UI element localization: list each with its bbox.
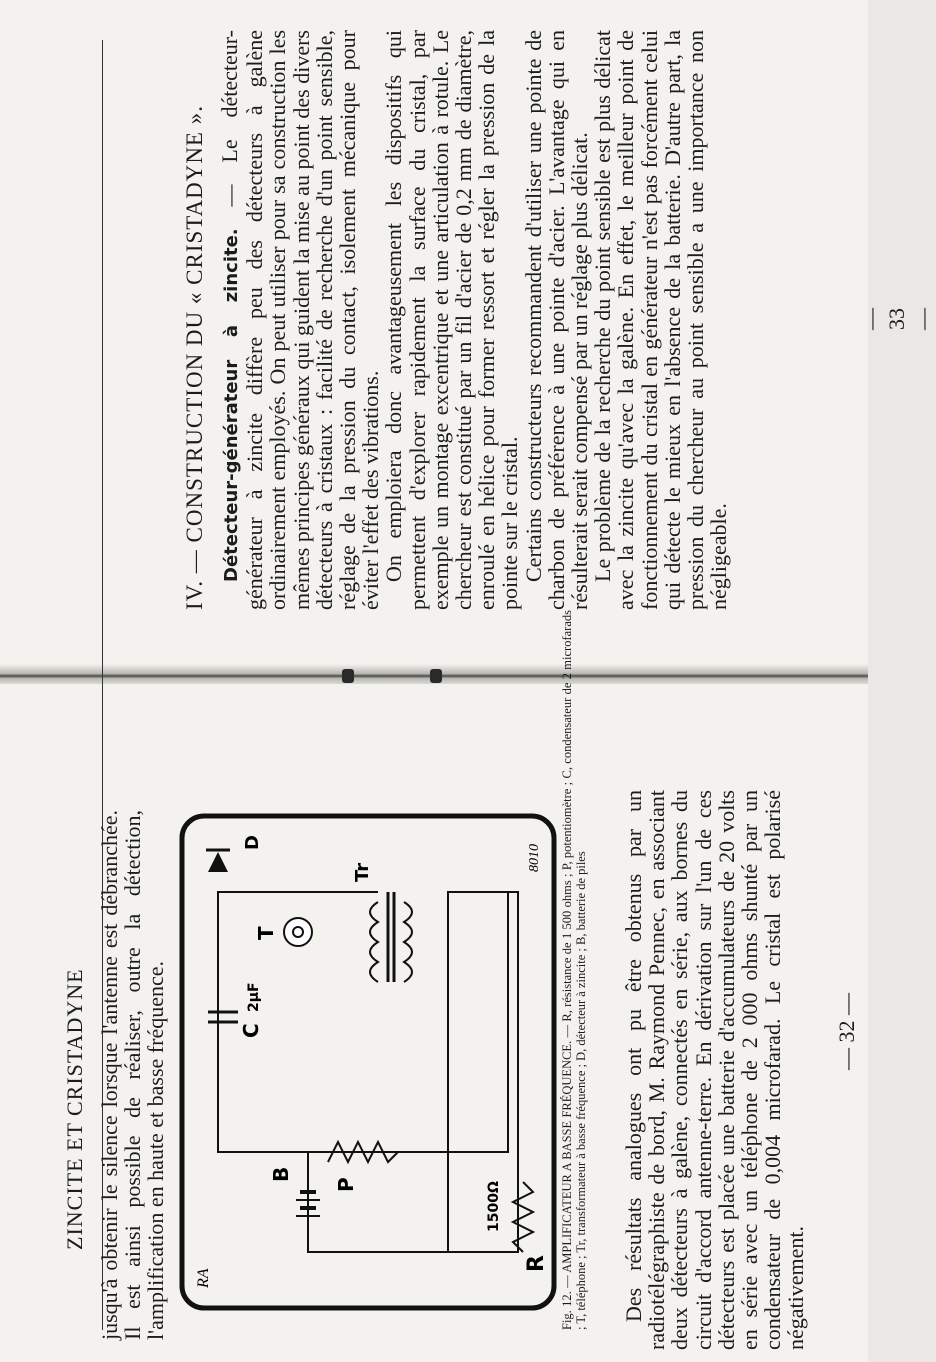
page-number: — 32 —	[834, 993, 859, 1070]
circuit-figure	[178, 812, 558, 1312]
section-lead: Détecteur-générateur à zincite.	[221, 228, 242, 582]
label-signature: RA	[195, 1268, 212, 1288]
page-32-para1-wrap	[98, 810, 168, 1340]
label-cap: 2μF	[246, 982, 262, 1012]
paragraph: On emploiera donc avantageusement les dispositifs qui permettent d'explorer rapidement la surface du cristal, par exemple un montage excentrique et une articulation à rotule. Le chercheur est constitué par un fil d'acier de 0,2 mm de diamètre, enroulé en hélice pour former ressort et régler la pression de la pointe sur le cristal.	[381, 30, 523, 610]
detector-D	[208, 852, 228, 872]
page-number-32-wrap	[834, 990, 864, 1070]
label-Tr: Tr	[352, 862, 373, 882]
label-code: 8010	[527, 844, 542, 872]
paragraph: Certains constructeurs recommandent d'utiliser une pointe de charbon de préférence à une pointe d'acier. L'avantage qui en résulterait serait compensé par un réglage plus délicat.	[520, 30, 593, 610]
label-ohms: 1500Ω	[486, 1181, 502, 1232]
transformer-primary	[370, 902, 378, 982]
paragraph: Des résultats analogues ont pu être obtenus par un radiotélégraphiste de bord, M. Raymond Pennec, en associant deux détecteurs à galène, connectés en série, aux bornes du circuit d'accord antenne-terre. En dérivation sur l'un de ces détecteurs est placée une batterie d'accumulateurs de 20 volts en série avec un téléphone de 2 000 ohms shunté par un condensateur de 0,004 microfarad. Le cristal est polarisé négativement.	[621, 790, 809, 1350]
resistor-R	[513, 1182, 533, 1252]
label-B: B	[269, 1166, 293, 1182]
label-D: D	[242, 835, 263, 850]
label-R: R	[524, 1255, 549, 1272]
figure-caption: Fig. 12. — AMPLIFICATEUR A BASSE FRÉQUENCE. — R, résistance de 1 500 ohms ; P, potentiomètre ; C, condensateur de 2 microfarads ; T, téléphone ; Tr, transformateur à basse fréquence ; D, détecteur à zincite ; B, batterie de piles	[560, 610, 588, 1330]
paragraph: Le problème de la recherche du point sensible est plus délicat avec la zincite qu'avec la galène. En effet, le meilleur point de fonctionnement du cristal en générateur n'est pas forcément celui qui détecte le mieux en l'absence de la batterie. D'autre part, la pression du chercheur au point sensible a une importance non négligeable.	[590, 30, 732, 610]
label-T: T	[254, 926, 278, 940]
chapter-heading: IV. — CONSTRUCTION DU « CRISTADYNE ».	[182, 105, 207, 610]
transformer-secondary	[404, 902, 412, 982]
paragraph-text: — Le détecteur-générateur à zincite diffère peu des détecteurs à galène ordinairement employés. On peut utiliser pour sa construction les mêmes principes généraux qui guident la mise au point des divers détecteurs à cristaux : facilité de recherche d'un point sensible, réglage de la pression du contact, isolement mécanique pour éviter l'effet des vibrations.	[217, 30, 384, 610]
figure-frame	[182, 816, 554, 1308]
circuit-diagram	[178, 812, 558, 1312]
label-P: P	[334, 1177, 358, 1192]
telephone-T	[284, 918, 312, 946]
paragraph: jusqu'à obtenir le silence lorsque l'antenne est débranchée. Il est ainsi possible de réaliser, outre la détection, l'amplification en haute et basse fréquence.	[97, 810, 169, 1340]
label-C: C	[239, 1023, 263, 1038]
caption-wrap	[560, 610, 604, 1330]
page-number: — 33 —	[858, 308, 935, 330]
page-32-para2-wrap	[622, 790, 852, 1350]
running-head: ZINCITE ET CRISTADYNE	[62, 968, 87, 1250]
